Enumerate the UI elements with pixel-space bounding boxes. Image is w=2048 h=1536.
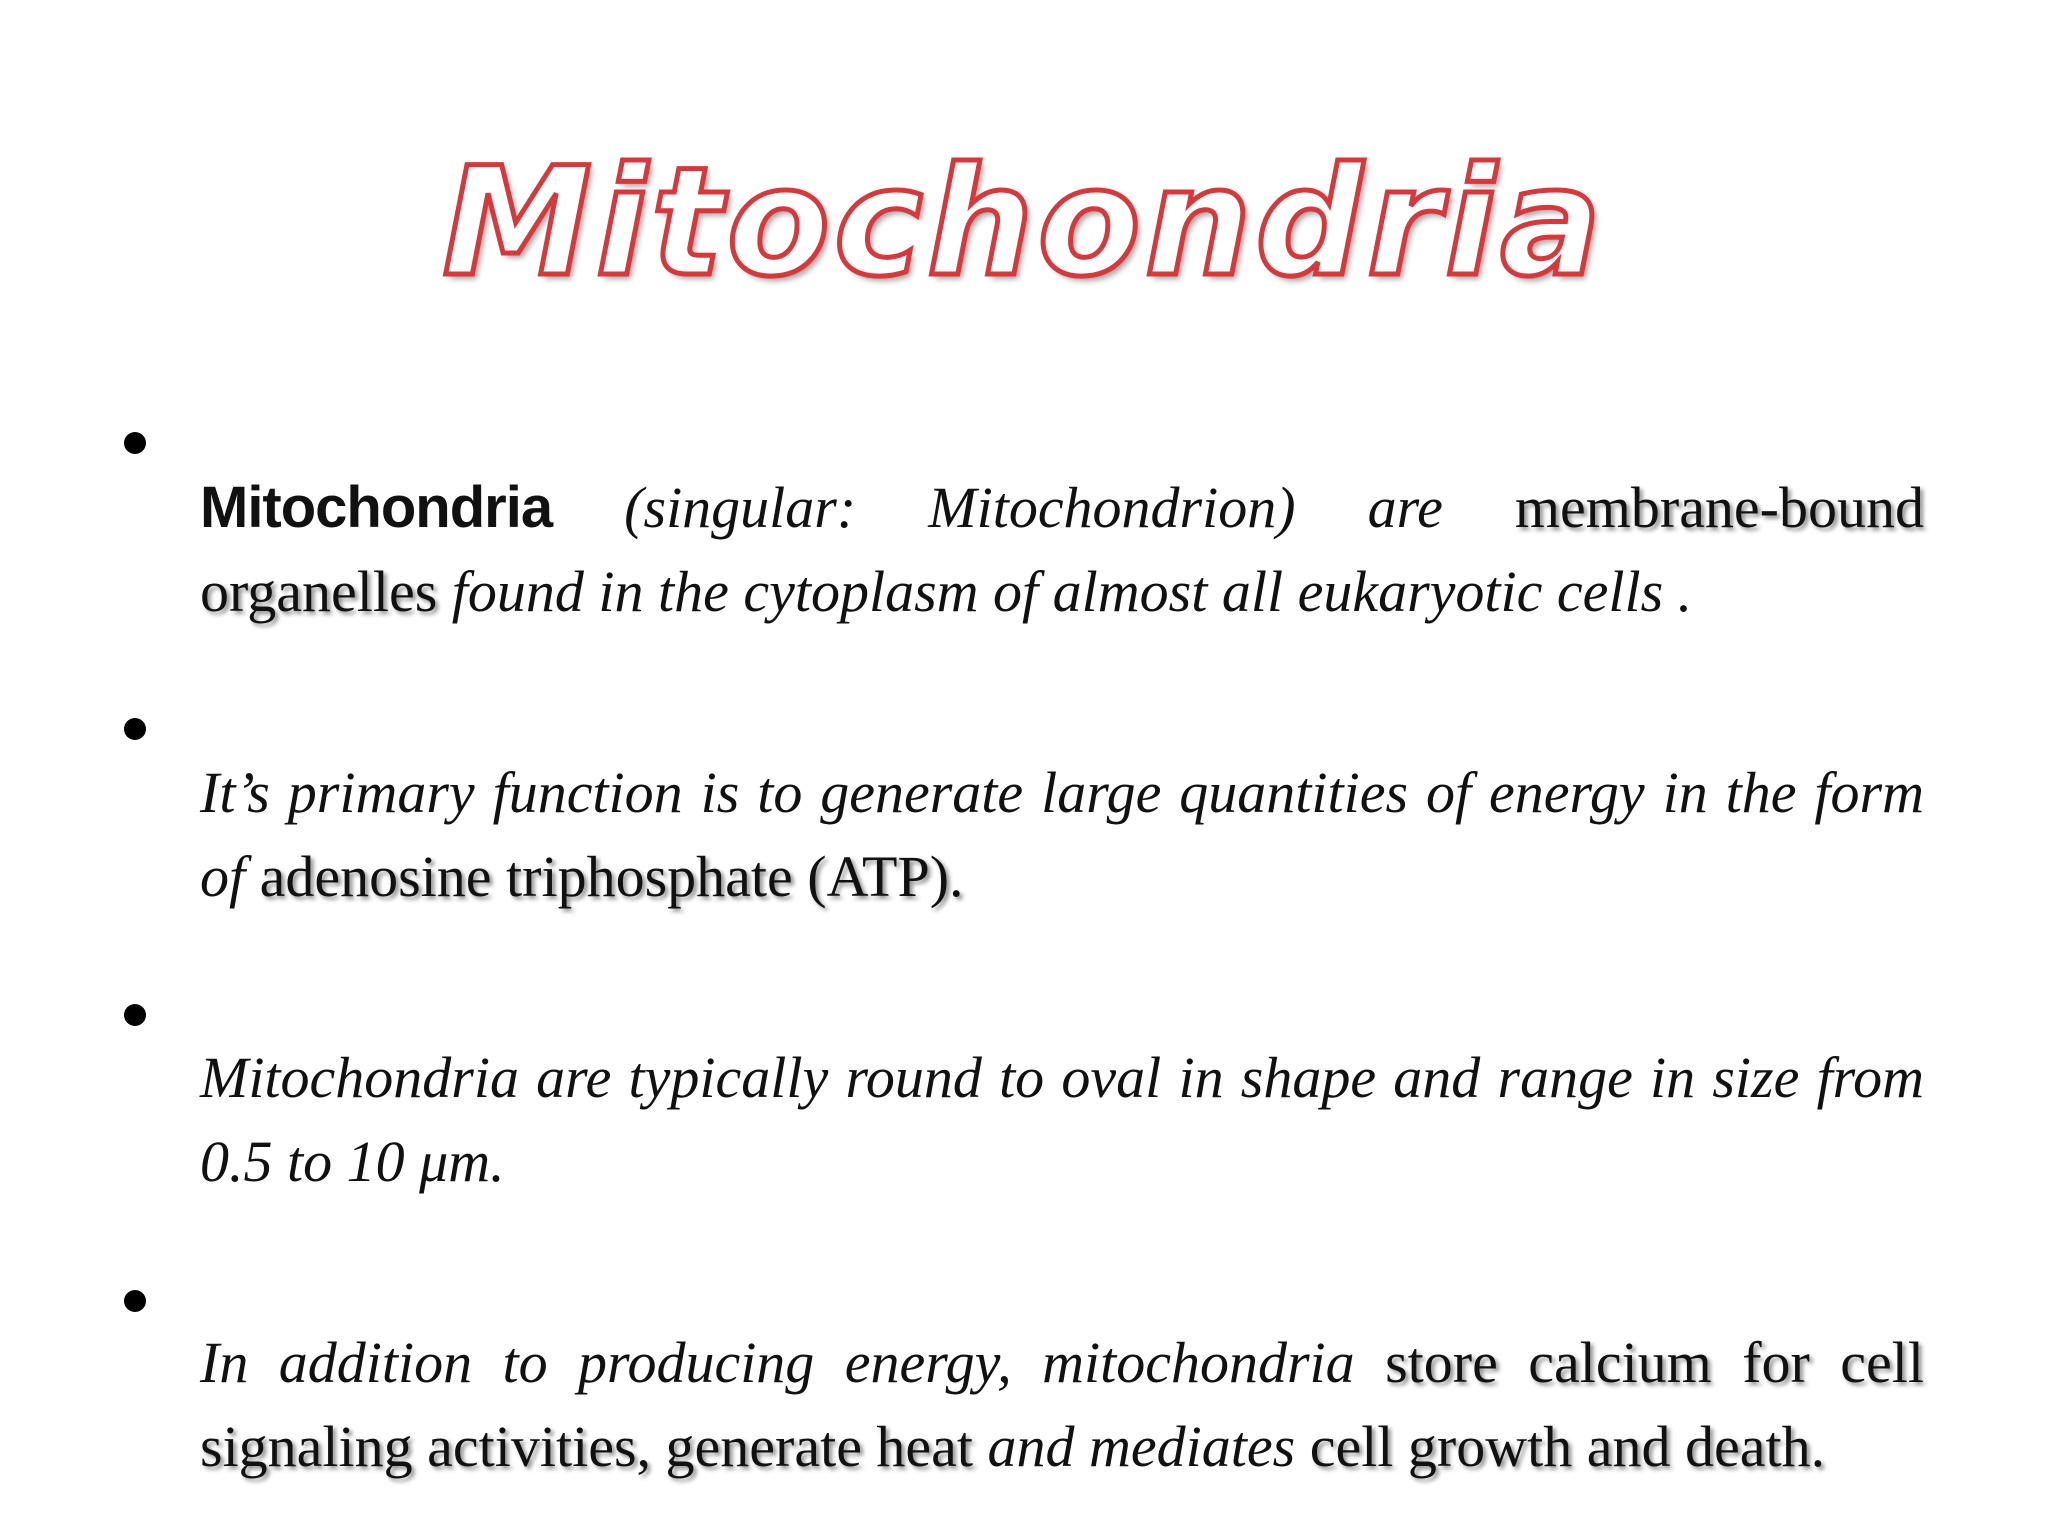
bullet-term: Mitochondria: [200, 475, 553, 540]
bullet-text: Mitochondria are typically round to oval in shape and range in size from 0.5 to 10 μm.: [200, 1045, 1924, 1194]
bullet-item: [200, 1321, 1924, 1489]
bullet-highlight: membrane-bound organelles: [200, 475, 1924, 624]
bullet-highlight: store calcium for cell signaling activities, generate heat: [200, 1330, 1924, 1479]
bullet-text: In addition to producing energy, mitochondria: [200, 1330, 1386, 1395]
bullet-highlight: adenosine triphosphate (ATP).: [259, 844, 964, 909]
bullet-dot-icon: [124, 1004, 146, 1026]
bullet-text: It’s primary function is to generate large quantities of energy in the form of: [200, 760, 1924, 909]
bullet-item: [200, 466, 1924, 634]
bullet-dot-icon: [124, 718, 146, 740]
bullet-dot-icon: [124, 1290, 146, 1312]
bullet-text: and mediates: [973, 1414, 1310, 1479]
slide-title: Mitochondria: [442, 136, 1606, 310]
bullet-text: (singular: Mitochondrion) are: [552, 475, 1515, 540]
bullet-dot-icon: [124, 432, 146, 454]
bullet-highlight: cell growth and death.: [1309, 1414, 1826, 1479]
bullet-item: [200, 1036, 1924, 1204]
bullet-text: found in the cytoplasm of almost all eukaryotic cells .: [437, 559, 1693, 624]
bullet-item: [200, 751, 1924, 919]
